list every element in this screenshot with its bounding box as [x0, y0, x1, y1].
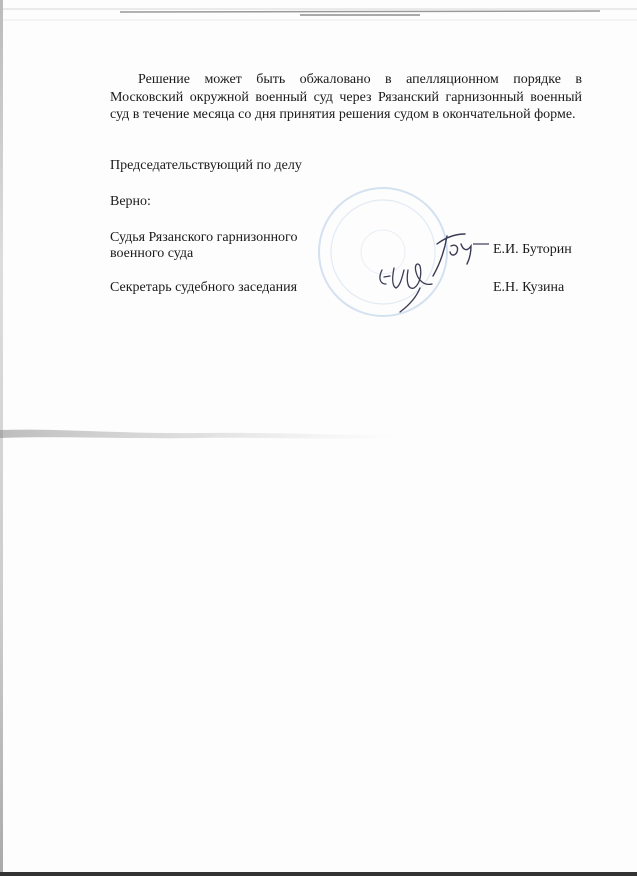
scan-smudge: [0, 420, 400, 450]
secretary-title: Секретарь судебного заседания: [110, 280, 298, 295]
certified-label: Верно:: [110, 194, 151, 209]
presiding-label: Председательствующий по делу: [110, 158, 302, 173]
secretary-name: Е.Н. Кузина: [493, 280, 565, 295]
judge-name: Е.И. Буторин: [493, 242, 572, 257]
judge-title-line1: Судья Рязанского гарнизонного: [110, 230, 298, 245]
appeal-paragraph: Решение может быть обжаловано в апелляционном порядке в Московский окружной военный суд через Рязанский гарнизонный военный суд в течение месяца со дня принятия решения судом в окончательной форме.: [110, 72, 582, 122]
secretary-signature-image: [370, 250, 460, 320]
scan-top-artifact: [0, 0, 637, 22]
scan-bottom-edge: [0, 872, 637, 876]
judge-title-line2: военного суда: [110, 246, 194, 261]
